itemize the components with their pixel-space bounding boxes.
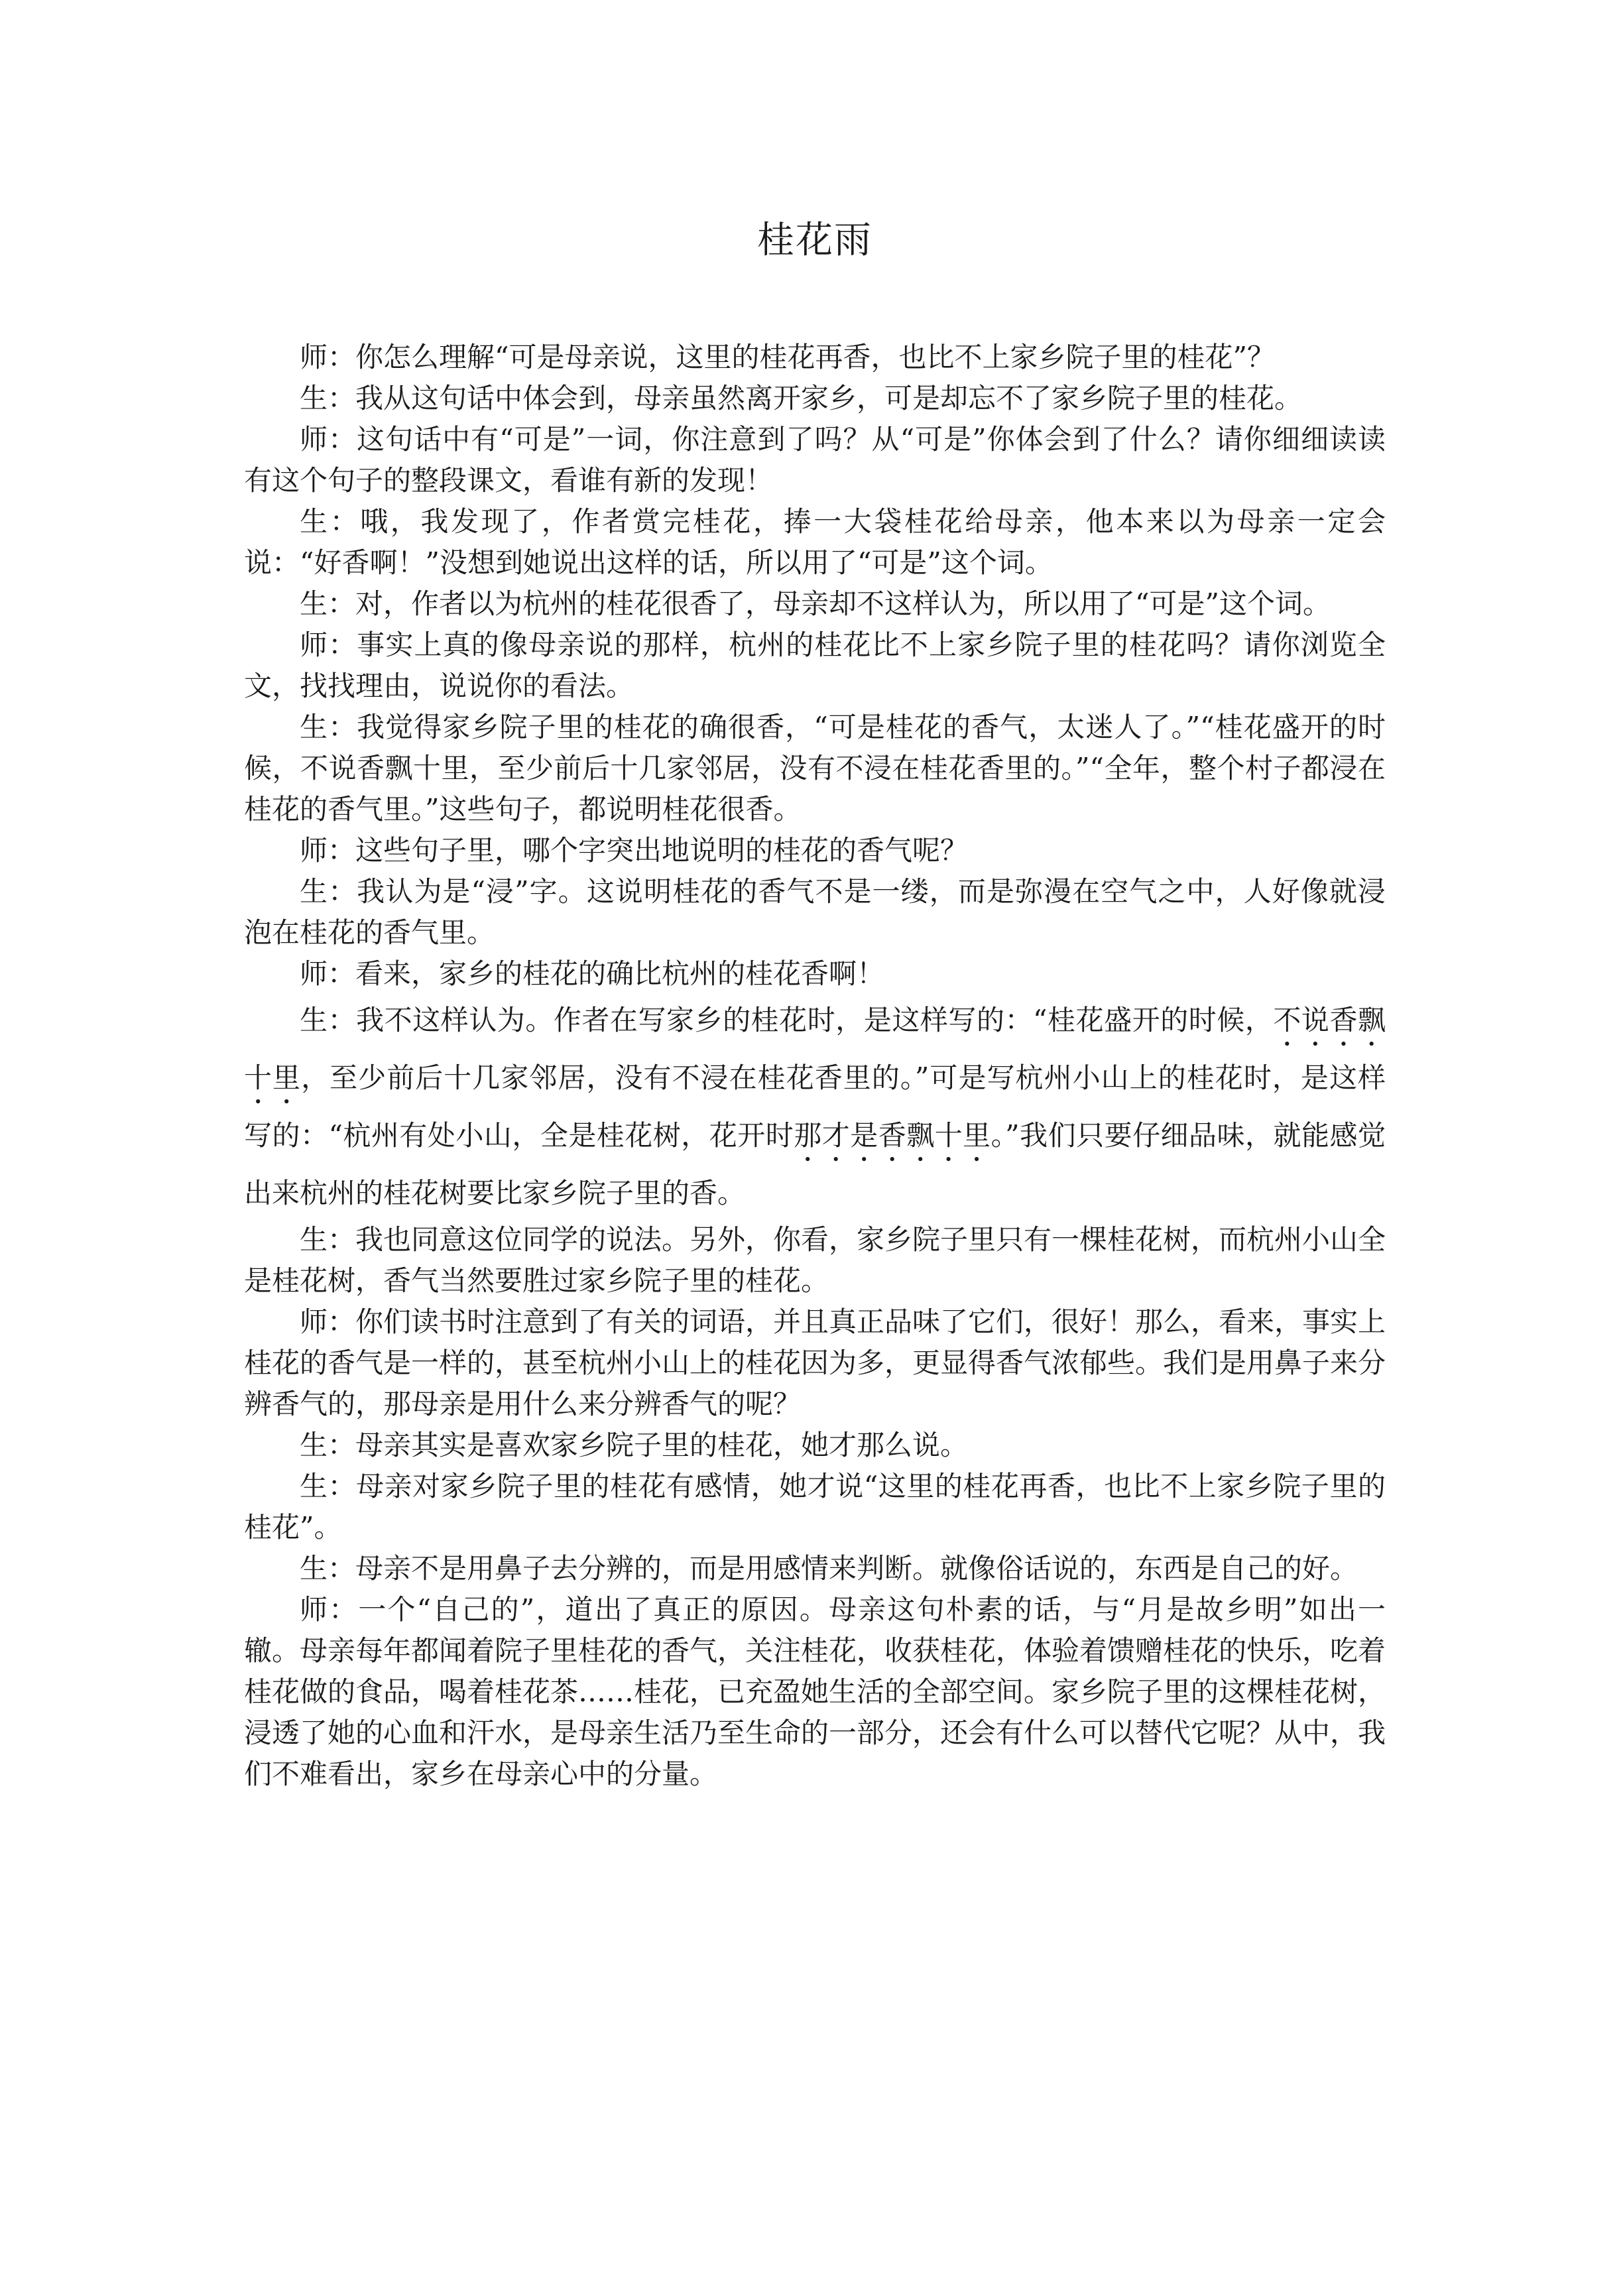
dialogue-paragraph: 生：我也同意这位同学的说法。另外，你看，家乡院子里只有一棵桂花树，而杭州小山全是桂花树，香气当然要胜过家乡院子里的桂花。 (244, 1223, 1386, 1297)
emphasis-dotted-phrase: 那才是香飘十里 (794, 1119, 991, 1152)
dialogue-paragraph-emphasized (244, 995, 1386, 1219)
dialogue-paragraph: 师：事实上真的像母亲说的那样，杭州的桂花比不上家乡院子里的桂花吗？请你浏览全文，找找理由，说说你的看法。 (244, 629, 1386, 702)
dialogue-paragraph: 师：看来，家乡的桂花的确比杭州的桂花香啊！ (300, 957, 885, 990)
text-segment: 生：我不这样认为。作者在写家乡的桂花时，是这样写的：“桂花盛开的时候， (300, 1004, 1274, 1036)
document-page (244, 0, 1386, 1795)
text-segment: 。”我们只要仔细品味，就能感觉出来杭州的桂花树要比家乡院子里的香。 (244, 1119, 1386, 1209)
document-title: 桂花雨 (757, 219, 872, 262)
dialogue-paragraph: 师：这句话中有“可是”一词，你注意到了吗？从“可是”你体会到了什么？请你细细读读有这个句子的整段课文，看谁有新的发现！ (244, 423, 1386, 497)
dialogue-paragraph: 生：我觉得家乡院子里的桂花的确很香，“可是桂花的香气，太迷人了。”“桂花盛开的时候，不说香飘十里，至少前后十几家邻居，没有不浸在桂花香里的。”“全年，整个村子都浸在桂花的香气里。”这些句子，都说明桂花很香。 (244, 711, 1386, 825)
dialogue-paragraph: 师：你们读书时注意到了有关的词语，并且真正品味了它们，很好！那么，看来，事实上桂花的香气是一样的，甚至杭州小山上的桂花因为多，更显得香气浓郁些。我们是用鼻子来分辨香气的，那母亲是用什么来分辨香气的呢？ (244, 1305, 1386, 1420)
dialogue-paragraph: 生：对，作者以为杭州的桂花很香了，母亲却不这样认为，所以用了“可是”这个词。 (300, 587, 1331, 620)
document-body (244, 337, 1386, 1795)
dialogue-paragraph: 生：母亲对家乡院子里的桂花有感情，她才说“这里的桂花再香，也比不上家乡院子里的桂花”。 (244, 1470, 1386, 1543)
emphasis-dotted-phrase: 不说香飘十里 (244, 1004, 1386, 1094)
dialogue-paragraph: 生：我认为是“浸”字。这说明桂花的香气不是一缕，而是弥漫在空气之中，人好像就浸泡在桂花的香气里。 (244, 875, 1386, 949)
dialogue-paragraph: 生：母亲其实是喜欢家乡院子里的桂花，她才那么说。 (300, 1429, 969, 1461)
dialogue-paragraph: 师：你怎么理解“可是母亲说，这里的桂花再香，也比不上家乡院子里的桂花”？ (300, 341, 1275, 373)
dialogue-paragraph: 生：我从这句话中体会到，母亲虽然离开家乡，可是却忘不了家乡院子里的桂花。 (300, 382, 1303, 414)
dialogue-paragraph: 师：这些句子里，哪个字突出地说明的桂花的香气呢？ (300, 834, 969, 867)
dialogue-paragraph: 生：哦，我发现了，作者赏完桂花，捧一大袋桂花给母亲，他本来以为母亲一定会说：“好香啊！”没想到她说出这样的话，所以用了“可是”这个词。 (244, 505, 1386, 579)
text-segment: ，至少前后十几家邻居，没有不浸在桂花香里的。”可是写杭州小山上的桂花时，是这样写的：“杭州有处小山，全是桂花树，花开时 (244, 1061, 1386, 1152)
dialogue-paragraph: 师：一个“自己的”，道出了真正的原因。母亲这句朴素的话，与“月是故乡明”如出一辙。母亲每年都闻着院子里桂花的香气，关注桂花，收获桂花，体验着馈赠桂花的快乐，吃着桂花做的食品，喝着桂花茶……桂花，已充盈她生活的全部空间。家乡院子里的这棵桂花树，浸透了她的心血和汗水，是母亲生活乃至生命的一部分，还会有什么可以替代它呢？从中，我们不难看出，家乡在母亲心中的分量。 (244, 1593, 1386, 1790)
dialogue-paragraph: 生：母亲不是用鼻子去分辨的，而是用感情来判断。就像俗话说的，东西是自己的好。 (300, 1552, 1358, 1585)
